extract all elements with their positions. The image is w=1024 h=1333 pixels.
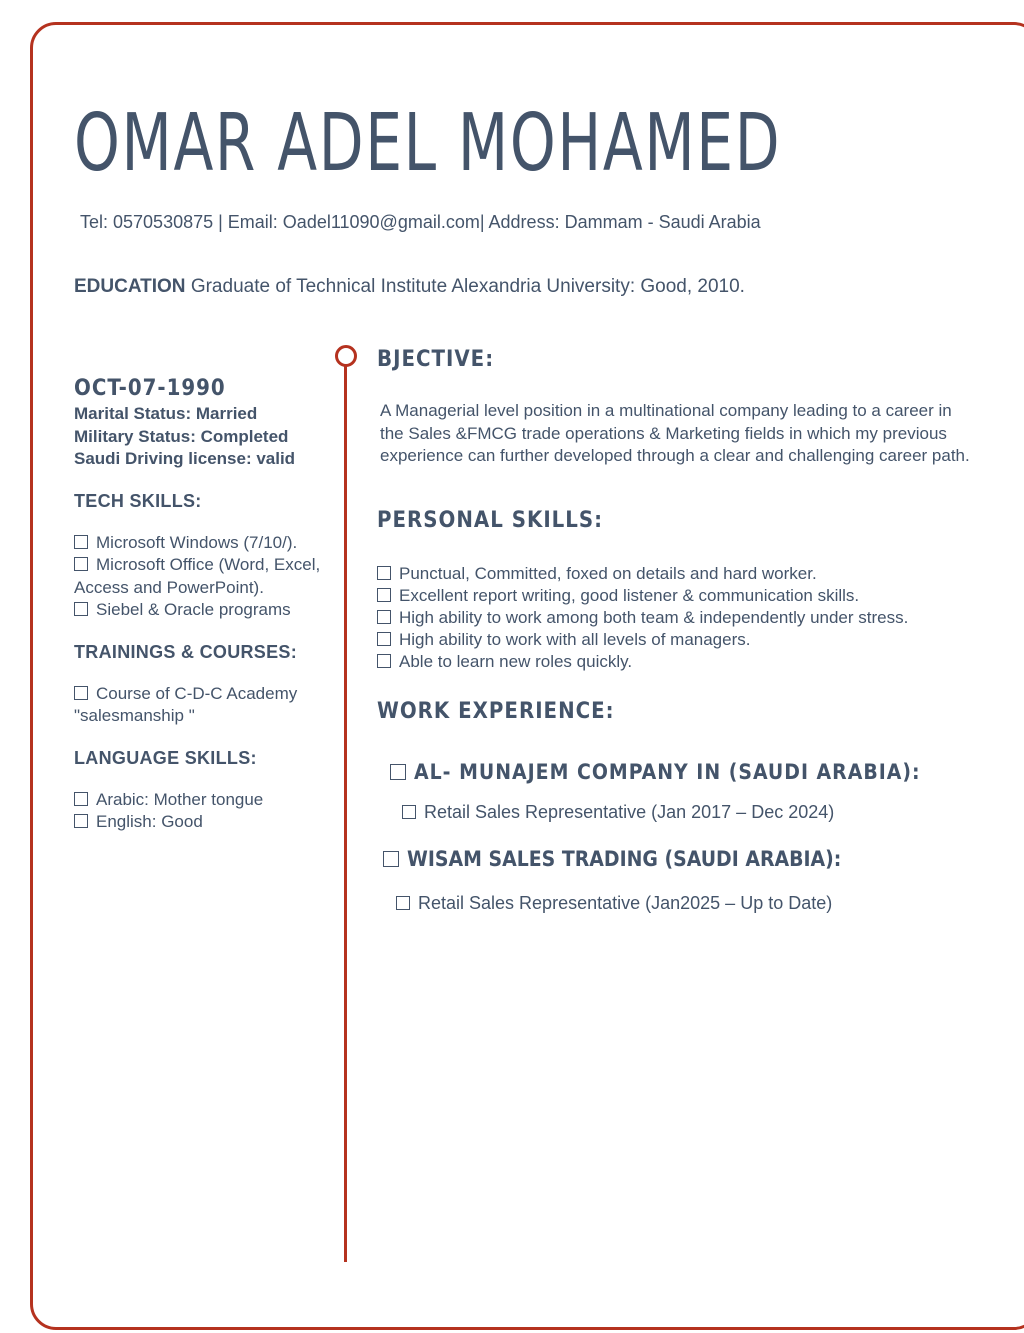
status-line: Military Status: Completed [74, 426, 289, 446]
right-column [377, 347, 977, 914]
objective-heading: BJECTIVE: [377, 347, 495, 372]
checkbox-icon [377, 632, 391, 646]
checkbox-icon [390, 764, 406, 780]
list-item: Excellent report writing, good listener & communication skills. [377, 585, 977, 607]
checkbox-icon [402, 805, 416, 819]
education-text: Graduate of Technical Institute Alexandria University: Good, 2010. [185, 276, 745, 297]
contact-info: Tel: 0570530875 | Email: Oadel11090@gmail.com| Address: Dammam - Saudi Arabia [80, 212, 761, 232]
list-item: Siebel & Oracle programs [74, 599, 324, 622]
timeline-line [344, 364, 347, 1262]
checkbox-icon [396, 896, 410, 910]
checkbox-icon [377, 588, 391, 602]
date-of-birth: OCT-07-1990 [74, 376, 226, 401]
status-line: Marital Status: Married [74, 404, 258, 423]
trainings-heading: TRAININGS & COURSES: [74, 641, 298, 662]
job-role: Retail Sales Representative (Jan2025 – Up to Date) [396, 893, 977, 914]
list-item: Able to learn new roles quickly. [377, 651, 977, 673]
list-item: High ability to work among both team & independently under stress. [377, 607, 977, 629]
checkbox-icon [74, 792, 88, 806]
personal-skills-list [377, 563, 977, 673]
checkbox-icon [74, 686, 88, 700]
checkbox-icon [74, 557, 88, 571]
company-heading: WISAM SALES TRADING (SAUDI ARABIA): [383, 847, 977, 871]
checkbox-icon [74, 814, 88, 828]
checkbox-icon [377, 566, 391, 580]
checkbox-icon [74, 602, 88, 616]
language-skills-heading: LANGUAGE SKILLS: [74, 747, 257, 768]
status-line: Saudi Driving license: valid [74, 449, 296, 468]
list-item: High ability to work with all levels of managers. [377, 629, 977, 651]
personal-skills-heading: PERSONAL SKILLS: [377, 507, 604, 533]
work-experience-heading: WORK EXPERIENCE: [377, 698, 615, 724]
checkbox-icon [377, 654, 391, 668]
list-item: Arabic: Mother tongue [74, 789, 324, 812]
list-item: English: Good [74, 811, 324, 834]
list-item: Microsoft Office (Word, Excel, Access and PowerPoint). [74, 555, 321, 597]
checkbox-icon [383, 851, 399, 867]
job-role: Retail Sales Representative (Jan 2017 – Dec 2024) [402, 802, 977, 823]
education-line [74, 276, 745, 298]
list-item: Punctual, Committed, foxed on details and hard worker. [377, 563, 977, 585]
objective-text: A Managerial level position in a multinational company leading to a career in the Sales &FMCG trade operations & Marketing fields in which my previous experience can further developed through a clear and challenging career path. [380, 401, 970, 465]
page-title: OMAR ADEL MOHAMED [74, 97, 782, 189]
company-heading: AL- MUNAJEM COMPANY IN (SAUDI ARABIA): [390, 760, 977, 784]
tech-skills-heading: TECH SKILLS: [74, 490, 202, 511]
education-label: EDUCATION [74, 276, 186, 297]
left-column [74, 376, 324, 834]
checkbox-icon [74, 535, 88, 549]
list-item: Course of C-D-C Academy "salesmanship " [74, 683, 298, 725]
checkbox-icon [377, 610, 391, 624]
list-item: Microsoft Windows (7/10/). [74, 532, 324, 555]
